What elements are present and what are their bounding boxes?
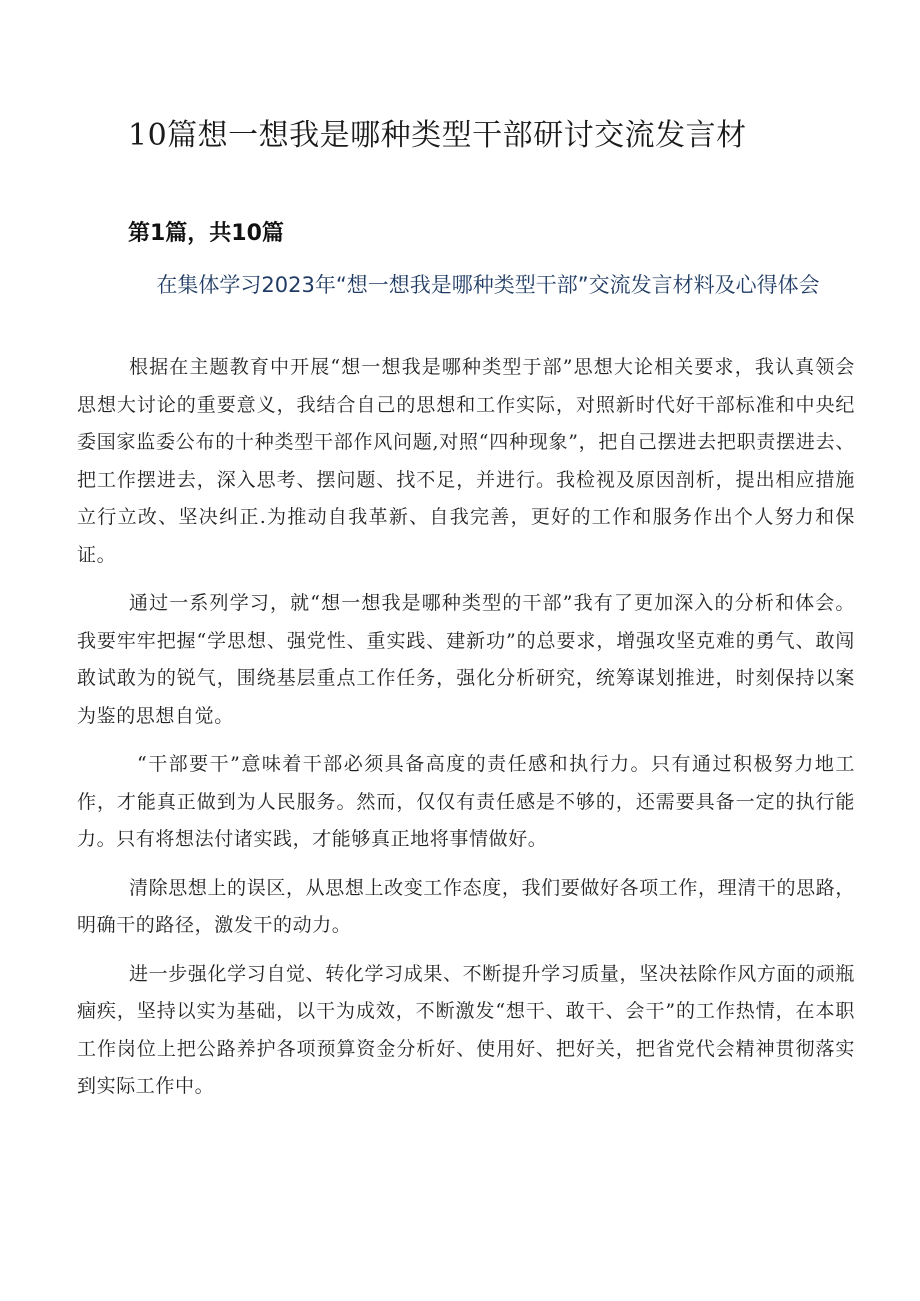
body-paragraph: 通过一系列学习，就“想一想我是哪种类型的干部”我有了更加深入的分析和体会。我要牢牢把握“学思想、强党性、重实践、建新功”的总要求，增强攻坚克难的勇气、敢闯敢试敢为的锐气，围绕基层重点工作任务，强化分析研究，统筹谋划推进，时刻保持以案为鉴的思想自觉。 [77,592,855,727]
body-paragraph: “干部要干”意味着干部必须具备高度的责任感和执行力。只有通过积极努力地工作，才能真正做到为人民服务。然而，仅仅有责任感是不够的，还需要具备一定的执行能力。只有将想法付诸实践，才能够真正地将事情做好。 [77,753,855,850]
body-paragraph: 根据在主题教育中开展“想一想我是哪种类型于部”思想大论相关要求，我认真领会思想大讨论的重要意义，我结合自己的思想和工作实际，对照新时代好干部标准和中央纪委国家监委公布的十种类型干部作风问题,对照“四种现象”，把自己摆进去把职责摆进去、把工作摆进去，深入思考、摆问题、找不足，并进行。我检视及原因剖析，提出相应措施立行立改、坚决纠正.为推动自我革新、自我完善，更好的工作和服务作出个人努力和保证。 [77,356,855,566]
document-title: 10篇想一想我是哪种类型干部研讨交流发言材 [128,118,747,153]
part-label: 第1篇，共10篇 [128,221,284,246]
body-paragraph: 清除思想上的误区，从思想上改变工作态度，我们要做好各项工作，理清干的思路，明确干的路径，激发干的动力。 [77,876,855,936]
body-paragraph: 进一步强化学习自觉、转化学习成果、不断提升学习质量，坚决祛除作风方面的顽瓶痼疾，坚持以实为基础，以干为成效，不断激发“想干、敢干、会干”的工作热情，在本职工作岗位上把公路养护各项预算资金分析好、使用好、把好关，把省党代会精神贯彻落实到实际工作中。 [77,962,855,1097]
article-title: 在集体学习2023年“想一想我是哪种类型干部”交流发言材料及心得体会 [156,273,820,297]
article-body [77,349,855,1117]
